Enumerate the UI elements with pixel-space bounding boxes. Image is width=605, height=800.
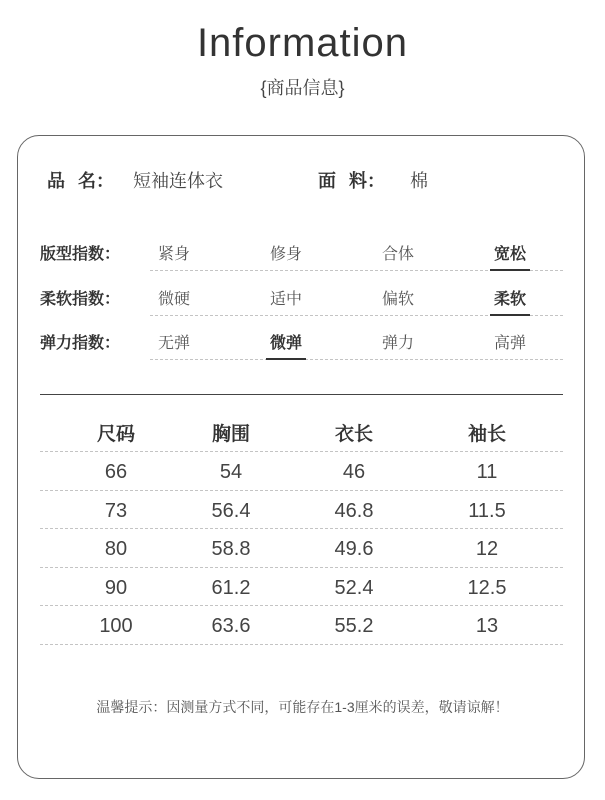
table-row [40,568,563,607]
table-header-row [40,420,563,452]
table-header-cell: 衣长 [334,424,373,445]
index-label: 版型指数： [40,246,121,263]
product-name-label: 品 名： [47,171,115,191]
index-option: 弹力 [382,335,415,352]
index-options [150,333,563,360]
table-header-cell: 尺码 [96,424,135,445]
table-cell: 12 [475,538,499,560]
index-option-selected: 柔软 [490,289,530,316]
index-option: 无弹 [158,335,191,352]
table-cell: 54 [219,461,243,483]
table-cell: 46.8 [334,499,374,522]
index-option: 适中 [270,290,303,308]
table-row [40,452,563,491]
table-cell: 90 [104,576,128,599]
index-option-selected: 宽松 [490,244,530,271]
table-header-cell: 袖长 [467,424,506,445]
table-cell: 55.2 [334,615,374,637]
table-cell: 46 [342,461,366,483]
table-cell: 11.5 [468,499,506,522]
measurement-note: 温馨提示：因测量方式不同，可能存在1-3厘米的误差，敬请谅解！ [96,699,509,715]
index-row [40,333,563,360]
table-cell: 12.5 [467,576,507,599]
fabric-label: 面 料： [318,171,386,191]
table-cell: 11 [476,461,498,483]
index-option-selected: 微弹 [266,333,306,360]
table-cell: 73 [104,499,128,522]
table-row [40,606,563,645]
index-row [40,289,563,316]
index-options [150,244,563,271]
table-cell: 58.8 [211,538,251,560]
index-option: 微硬 [158,290,191,308]
section-divider [40,394,563,395]
index-option: 修身 [270,246,303,263]
table-row [40,491,563,530]
table-cell: 100 [99,615,133,637]
index-options [150,289,563,316]
table-header-cell: 胸围 [211,424,250,445]
page-subtitle: {商品信息} [260,78,345,98]
index-option: 偏软 [382,290,415,308]
index-label: 弹力指数： [40,335,121,352]
index-row [40,244,563,271]
table-cell: 80 [104,538,128,560]
index-label: 柔软指数： [40,290,121,308]
table-cell: 13 [475,615,499,637]
table-row [40,529,563,568]
product-name-value: 短袖连体衣 [133,171,223,191]
table-cell: 61.2 [211,576,251,599]
index-option: 高弹 [494,335,527,352]
index-option: 合体 [382,246,415,263]
index-option: 紧身 [158,246,191,263]
table-cell: 63.6 [211,615,251,637]
table-cell: 66 [104,461,128,483]
table-cell: 49.6 [334,538,374,560]
table-cell: 52.4 [334,576,374,599]
table-cell: 56.4 [211,499,251,522]
fabric-value: 棉 [410,171,428,191]
page-title: Information [196,21,409,65]
